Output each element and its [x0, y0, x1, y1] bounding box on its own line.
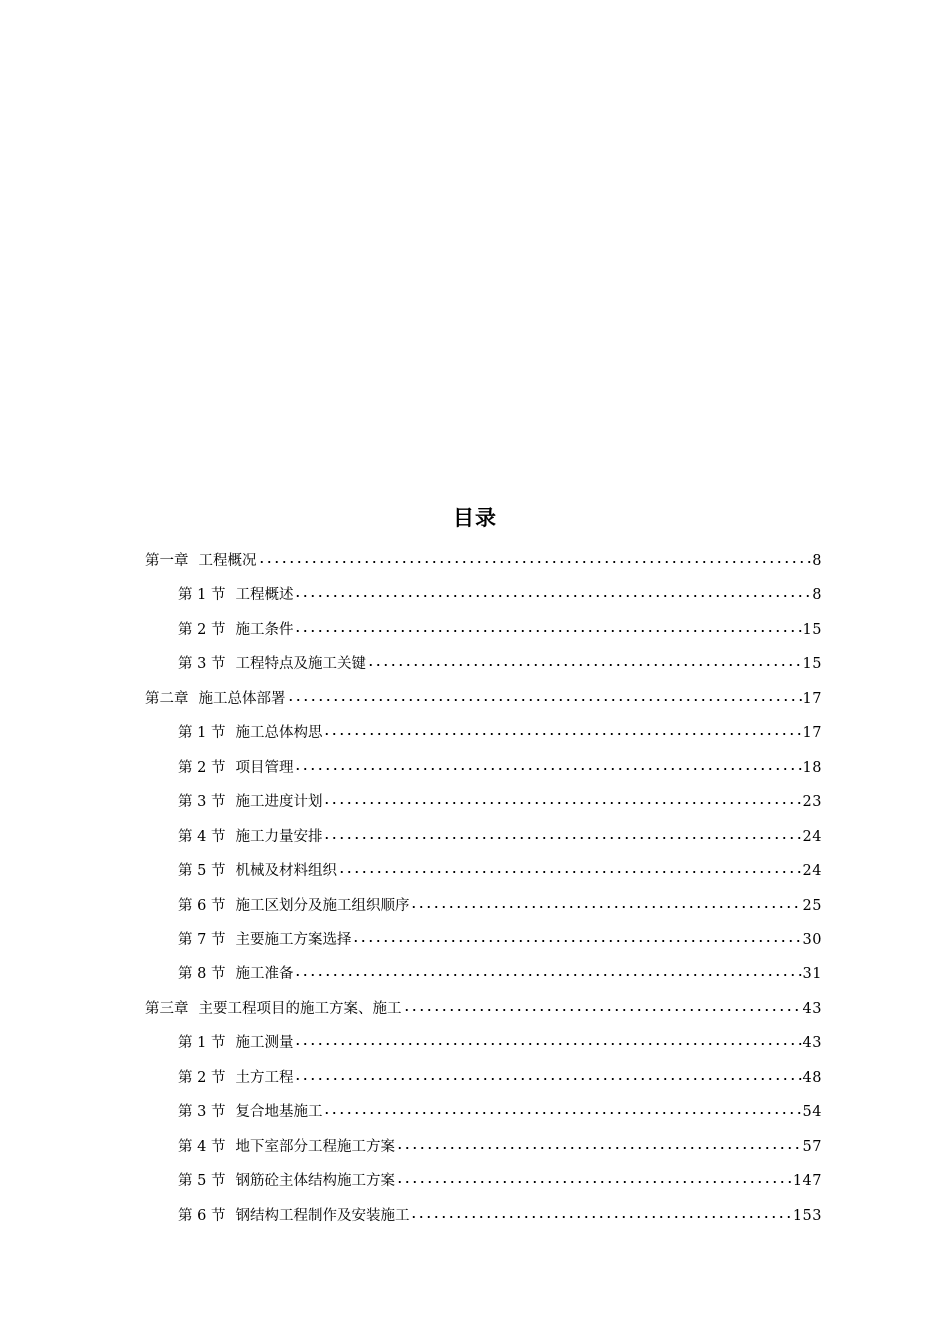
toc-entry-heading: 地下室部分工程施工方案 [235, 1138, 395, 1155]
dot-leader [258, 545, 812, 565]
toc-entry-page-number: 48 [802, 1069, 822, 1086]
dot-leader [323, 786, 801, 806]
dot-leader [323, 717, 801, 737]
toc-entry-heading: 施工总体构思 [235, 725, 323, 742]
toc-section-entry[interactable] [178, 1165, 822, 1190]
toc-entry-heading: 工程特点及施工关键 [235, 656, 366, 673]
toc-entry-label: 第 1 节 [178, 1035, 226, 1052]
toc-entry-heading: 工程概况 [198, 553, 257, 569]
toc-entry-label: 第 2 节 [178, 1069, 226, 1086]
dot-leader [396, 1131, 802, 1151]
toc-entry-heading: 施工条件 [235, 621, 294, 638]
toc-entry-page-number: 54 [802, 1104, 822, 1121]
toc-entry-page-number: 30 [802, 931, 822, 948]
toc-entry-heading: 钢筋砼主体结构施工方案 [235, 1173, 395, 1190]
dot-leader [338, 855, 802, 875]
toc-section-entry[interactable] [178, 752, 822, 776]
dot-leader [410, 1200, 791, 1220]
dot-leader [323, 1096, 801, 1116]
toc-section-entry[interactable] [178, 855, 822, 880]
toc-entry-page-number: 17 [802, 725, 822, 742]
toc-entry-page-number: 15 [802, 656, 822, 673]
toc-entry-page-number: 25 [802, 897, 822, 914]
toc-entry-label: 第 6 节 [178, 1207, 226, 1224]
toc-entry-page-number: 8 [812, 553, 822, 569]
toc-chapter-entry[interactable] [145, 545, 822, 569]
toc-entry-label: 第三章 [145, 1000, 189, 1017]
toc-entry-label: 第二章 [145, 690, 189, 707]
toc-entry-page-number: 31 [802, 966, 822, 983]
dot-leader [396, 1165, 792, 1185]
toc-entry-page-number: 24 [802, 863, 822, 880]
toc-entry-heading: 机械及材料组织 [235, 863, 337, 880]
toc-entry-heading: 施工总体部署 [198, 690, 286, 707]
toc-entry-page-number: 23 [802, 794, 822, 811]
toc-section-entry[interactable] [178, 786, 822, 811]
toc-entry-heading: 主要工程项目的施工方案、施工 [198, 1000, 402, 1017]
dot-leader [294, 1027, 801, 1047]
toc-section-entry[interactable] [178, 1027, 822, 1052]
dot-leader [367, 648, 802, 668]
toc-section-entry[interactable] [178, 1200, 822, 1224]
toc-entry-heading: 主要施工方案选择 [235, 931, 352, 948]
toc-section-entry[interactable] [178, 890, 822, 914]
toc-entry-heading: 施工进度计划 [235, 794, 323, 811]
toc-section-entry[interactable] [178, 1131, 822, 1155]
toc-entry-heading: 施工区划分及施工组织顺序 [235, 897, 410, 914]
toc-entry-page-number: 43 [802, 1035, 822, 1052]
dot-leader [323, 821, 801, 841]
dot-leader [410, 890, 801, 910]
toc-entry-heading: 工程概述 [235, 587, 294, 604]
dot-leader [294, 752, 801, 772]
toc-entry-page-number: 18 [802, 759, 822, 776]
toc-chapter-entry[interactable] [145, 993, 822, 1017]
toc-entry-page-number: 43 [802, 1000, 822, 1017]
toc-entry-label: 第 2 节 [178, 759, 226, 776]
toc-entry-label: 第 2 节 [178, 621, 226, 638]
toc-section-entry[interactable] [178, 924, 822, 948]
toc-chapter-entry[interactable] [145, 683, 822, 707]
toc-entry-heading: 复合地基施工 [235, 1104, 323, 1121]
toc-entry-page-number: 17 [802, 690, 822, 707]
toc-entry-label: 第 3 节 [178, 1104, 226, 1121]
toc-section-entry[interactable] [178, 1096, 822, 1121]
toc-section-entry[interactable] [178, 614, 822, 638]
toc-section-entry[interactable] [178, 648, 822, 673]
toc-entry-heading: 施工测量 [235, 1035, 294, 1052]
toc-entry-page-number: 24 [802, 828, 822, 845]
toc-entry-page-number: 147 [792, 1173, 822, 1190]
dot-leader [294, 579, 811, 599]
dot-leader [403, 993, 802, 1013]
dot-leader [294, 614, 801, 634]
toc-entry-label: 第 3 节 [178, 794, 226, 811]
toc-entry-page-number: 15 [802, 621, 822, 638]
toc-entry-heading: 施工准备 [235, 966, 294, 983]
toc-entry-page-number: 57 [802, 1138, 822, 1155]
toc-entry-heading: 钢结构工程制作及安装施工 [235, 1207, 410, 1224]
toc-entry-label: 第 6 节 [178, 897, 226, 914]
toc-section-entry[interactable] [178, 579, 822, 604]
toc-section-entry[interactable] [178, 821, 822, 845]
dot-leader [352, 924, 801, 944]
dot-leader [294, 958, 801, 978]
toc-section-entry[interactable] [178, 1062, 822, 1086]
toc-entry-label: 第 5 节 [178, 1173, 226, 1190]
toc-entry-heading: 项目管理 [235, 759, 294, 776]
toc-section-entry[interactable] [178, 717, 822, 742]
toc-entry-heading: 施工力量安排 [235, 828, 323, 845]
dot-leader [294, 1062, 801, 1082]
toc-entry-label: 第 1 节 [178, 587, 226, 604]
toc-entry-heading: 土方工程 [235, 1069, 294, 1086]
toc-entry-label: 第一章 [145, 553, 189, 569]
toc-entry-page-number: 153 [792, 1207, 822, 1224]
toc-entry-label: 第 5 节 [178, 863, 226, 880]
toc-title: 目录 [453, 506, 497, 530]
toc-section-entry[interactable] [178, 958, 822, 983]
toc-entry-label: 第 3 节 [178, 656, 226, 673]
toc-entry-label: 第 7 节 [178, 931, 226, 948]
toc-entry-page-number: 8 [812, 587, 822, 604]
dot-leader [287, 683, 802, 703]
toc-entry-label: 第 8 节 [178, 966, 226, 983]
toc-entry-label: 第 4 节 [178, 1138, 226, 1155]
toc-entry-label: 第 4 节 [178, 828, 226, 845]
toc-entry-label: 第 1 节 [178, 725, 226, 742]
